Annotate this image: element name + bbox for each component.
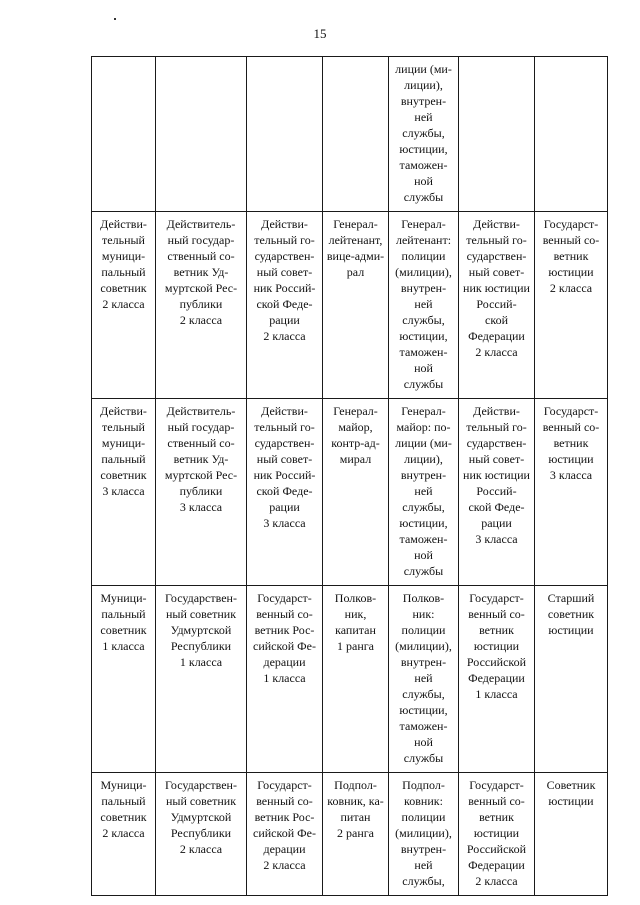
udmurt-state-rank-cell: Государствен- ный советник Удмуртской Республики 1 класса: [156, 586, 247, 773]
special-rank-cell: лиции (ми- лиции), внутрен- ней службы, юстиции, таможен- ной службы: [389, 57, 459, 212]
military-rank-cell: Полков- ник, капитан 1 ранга: [323, 586, 389, 773]
udmurt-state-rank-cell: Действитель- ный государ- ственный со- ветник Уд- муртской Рес- публики 2 класса: [156, 212, 247, 399]
municipal-rank-cell: Муници- пальный советник 2 класса: [92, 773, 156, 896]
rank-correspondence-table: [91, 56, 608, 896]
military-rank-cell: Подпол- ковник, ка- питан 2 ранга: [323, 773, 389, 896]
municipal-rank-cell: Действи- тельный муници- пальный советник 3 класса: [92, 399, 156, 586]
table-row: [92, 773, 608, 896]
table-row: [92, 586, 608, 773]
municipal-rank-cell: Муници- пальный советник 1 класса: [92, 586, 156, 773]
federal-state-rank-cell: Действи- тельный го- сударствен- ный совет- ник Россий- ской Феде- рации 2 класса: [247, 212, 323, 399]
special-rank-cell: Генерал- лейтенант: полиции (милиции), внутрен- ней службы, юстиции, таможен- ной службы: [389, 212, 459, 399]
justice-prosecutor-rank-cell: Старший советник юстиции: [535, 586, 608, 773]
justice-federal-rank-cell: Государст- венный со- ветник юстиции Российской Федерации 1 класса: [459, 586, 535, 773]
justice-prosecutor-rank-cell: Государст- венный со- ветник юстиции 3 класса: [535, 399, 608, 586]
justice-prosecutor-rank-cell: [535, 57, 608, 212]
federal-state-rank-cell: Государст- венный со- ветник Рос- сийской Фе- дерации 1 класса: [247, 586, 323, 773]
federal-state-rank-cell: Действи- тельный го- сударствен- ный совет- ник Россий- ской Феде- рации 3 класса: [247, 399, 323, 586]
justice-federal-rank-cell: Государст- венный со- ветник юстиции Российской Федерации 2 класса: [459, 773, 535, 896]
municipal-rank-cell: [92, 57, 156, 212]
special-rank-cell: Генерал- майор: по- лиции (ми- лиции), внутрен- ней службы, юстиции, таможен- ной службы: [389, 399, 459, 586]
table-row: [92, 212, 608, 399]
military-rank-cell: [323, 57, 389, 212]
justice-prosecutor-rank-cell: Советник юстиции: [535, 773, 608, 896]
municipal-rank-cell: Действи- тельный муници- пальный советник 2 класса: [92, 212, 156, 399]
table-row: [92, 399, 608, 586]
table-row: [92, 57, 608, 212]
justice-federal-rank-cell: Действи- тельный го- сударствен- ный совет- ник юстиции Россий- ской Феде- рации 3 класса: [459, 399, 535, 586]
military-rank-cell: Генерал- лейтенант, вице-адми- рал: [323, 212, 389, 399]
special-rank-cell: Полков- ник: полиции (милиции), внутрен- ней службы, юстиции, таможен- ной службы: [389, 586, 459, 773]
page-number: 15: [313, 26, 327, 41]
military-rank-cell: Генерал- майор, контр-ад- мирал: [323, 399, 389, 586]
federal-state-rank-cell: Государст- венный со- ветник Рос- сийской Фе- дерации 2 класса: [247, 773, 323, 896]
justice-federal-rank-cell: Действи- тельный го- сударствен- ный совет- ник юстиции Россий- ской Федерации 2 класса: [459, 212, 535, 399]
udmurt-state-rank-cell: Действитель- ный государ- ственный со- ветник Уд- муртской Рес- публики 3 класса: [156, 399, 247, 586]
udmurt-state-rank-cell: [156, 57, 247, 212]
udmurt-state-rank-cell: Государствен- ный советник Удмуртской Республики 2 класса: [156, 773, 247, 896]
justice-prosecutor-rank-cell: Государст- венный со- ветник юстиции 2 класса: [535, 212, 608, 399]
scan-speck: [114, 18, 116, 20]
justice-federal-rank-cell: [459, 57, 535, 212]
special-rank-cell: Подпол- ковник: полиции (милиции), внутрен- ней службы,: [389, 773, 459, 896]
federal-state-rank-cell: [247, 57, 323, 212]
